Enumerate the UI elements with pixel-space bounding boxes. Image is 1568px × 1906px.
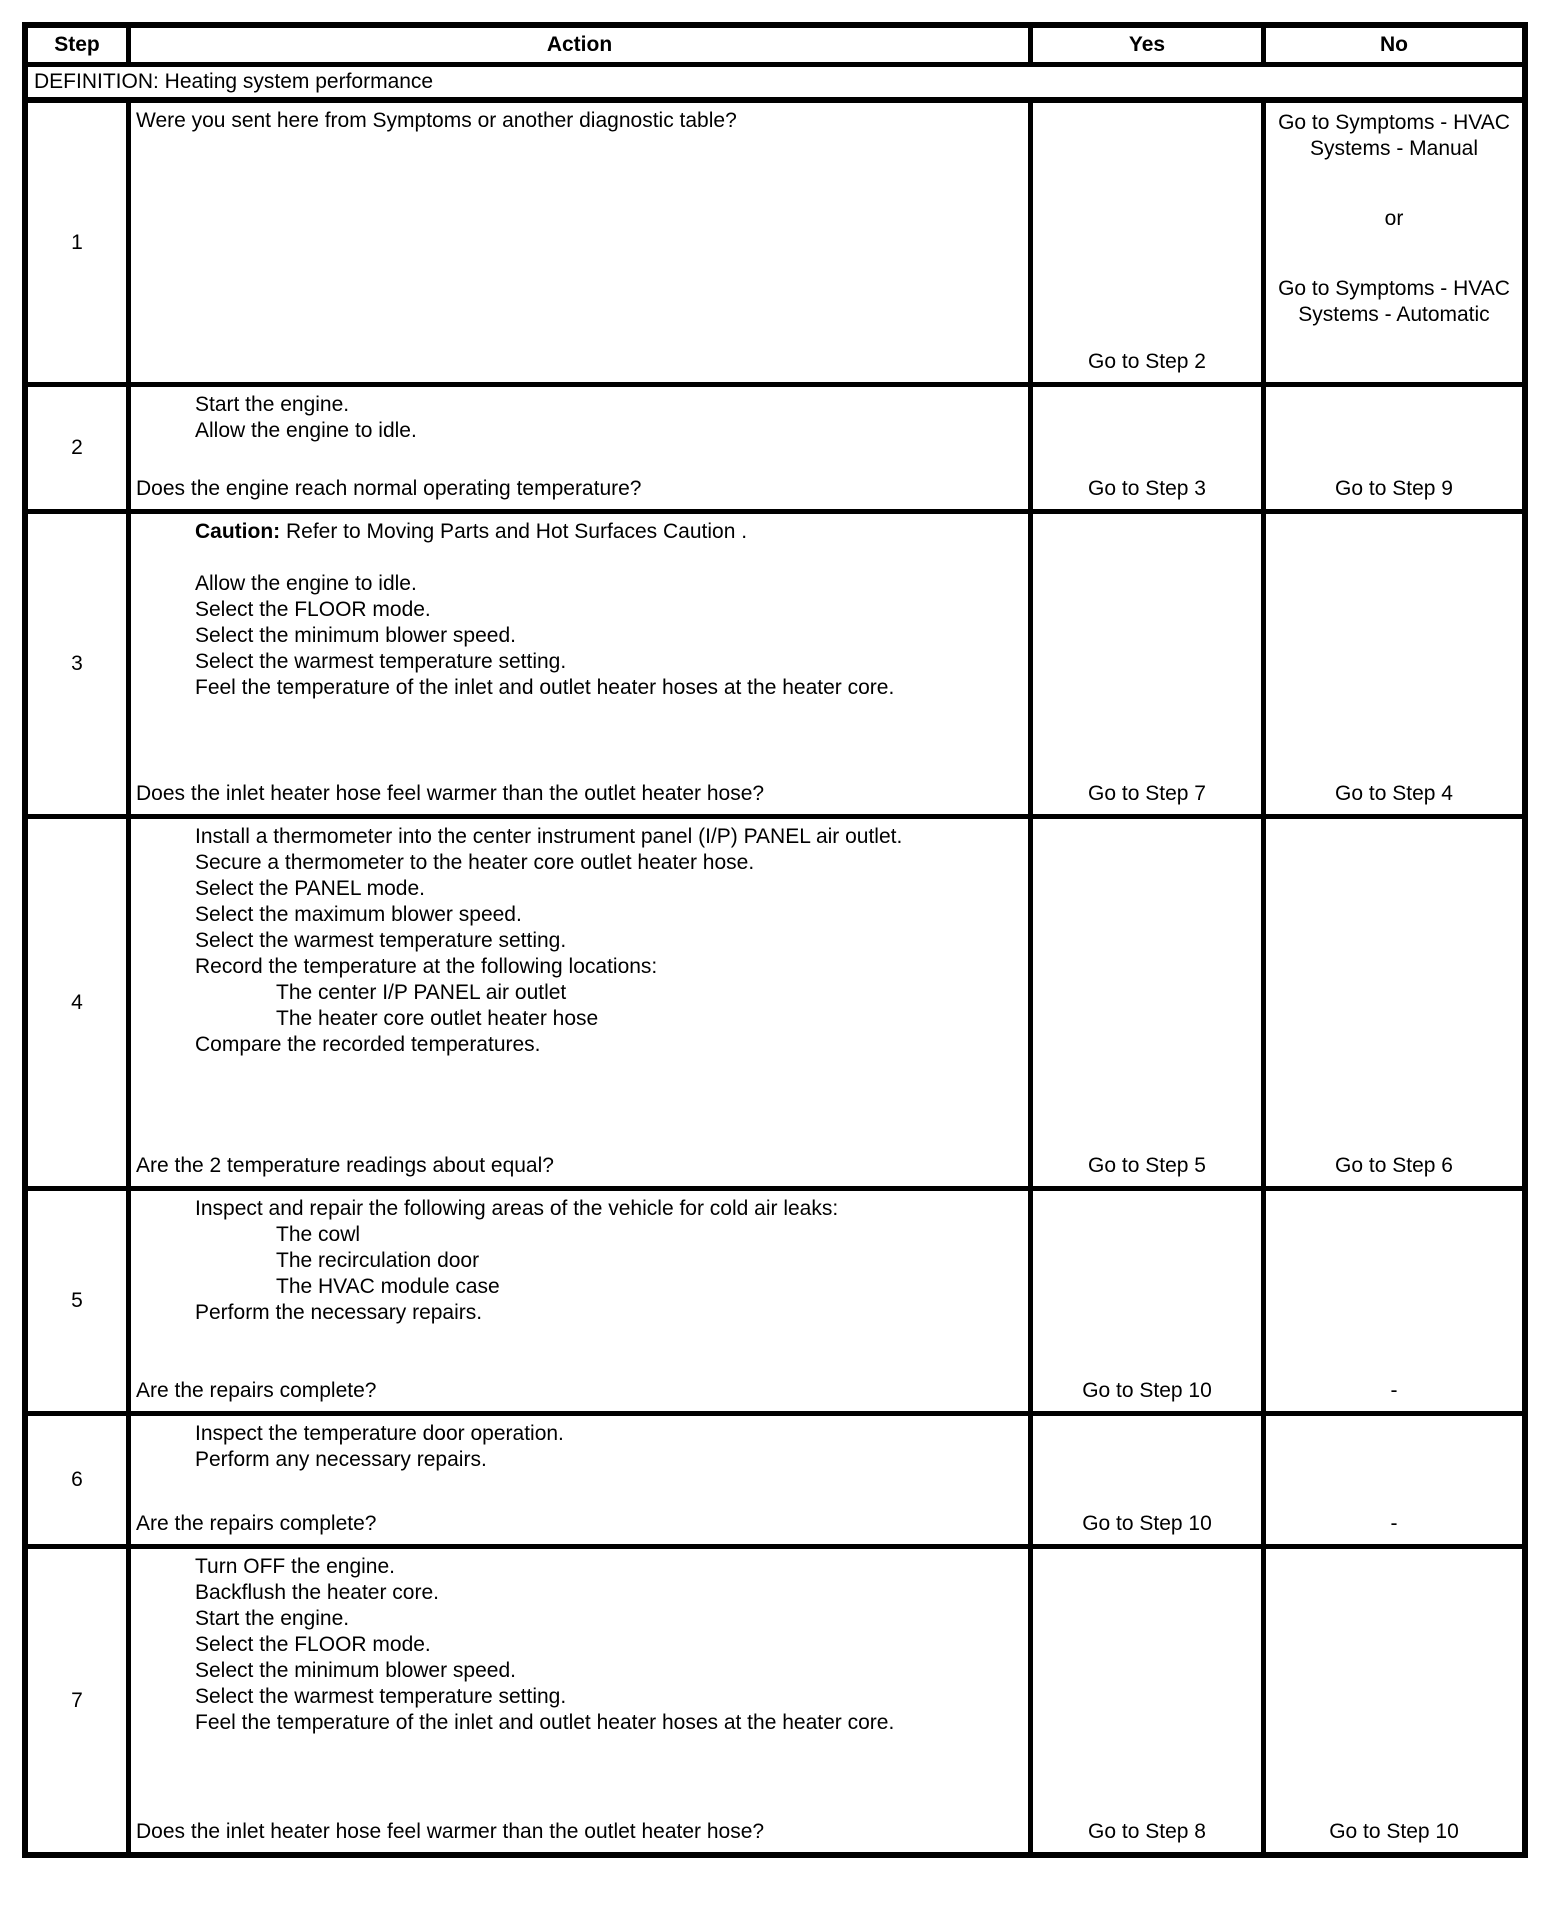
table-header-row: [28, 28, 1522, 62]
step-number: 5: [71, 1289, 83, 1312]
action-line: [195, 1580, 1028, 1606]
action-line-text: Select the minimum blower speed.: [195, 1659, 516, 1682]
action-line: [195, 1274, 1028, 1300]
action-cell: [126, 1549, 1028, 1852]
action-line-text: Perform the necessary repairs.: [195, 1301, 483, 1324]
no-cell: [1261, 1191, 1522, 1411]
action-line-text: Feel the temperature of the inlet and outlet heater hoses at the heater core.: [195, 676, 895, 699]
action-line-text: Start the engine.: [195, 1607, 350, 1630]
action-line: [195, 1300, 1028, 1326]
action-line-text: Secure a thermometer to the heater core outlet heater hose.: [195, 851, 755, 874]
action-line-text: Select the warmest temperature setting.: [195, 1685, 567, 1708]
action-line: [195, 1196, 1028, 1222]
header-yes: Yes: [1028, 28, 1261, 62]
no-value: or: [1384, 207, 1404, 230]
action-line-text: Select the maximum blower speed.: [195, 903, 522, 926]
yes-value: Go to Step 10: [1082, 1379, 1212, 1402]
action-line: [195, 1222, 1028, 1248]
action-line-text: The center I/P PANEL air outlet: [276, 981, 567, 1004]
no-cell: [1261, 103, 1522, 382]
action-question: Does the engine reach normal operating temperature?: [136, 477, 642, 500]
action-instructions: [131, 1554, 1028, 1736]
action-line-text: Inspect and repair the following areas of the vehicle for cold air leaks:: [195, 1197, 839, 1220]
action-line-text: Record the temperature at the following locations:: [195, 955, 658, 978]
table-row-step-3: [28, 509, 1522, 814]
action-instructions: [131, 1196, 1028, 1326]
yes-value: Go to Step 8: [1088, 1820, 1206, 1843]
action-question: Does the inlet heater hose feel warmer than the outlet heater hose?: [136, 1820, 765, 1843]
yes-value: Go to Step 2: [1088, 350, 1206, 373]
no-cell: [1261, 1549, 1522, 1852]
action-line-text: The recirculation door: [276, 1249, 480, 1272]
yes-cell: [1028, 1416, 1261, 1544]
step-number: 2: [71, 436, 83, 459]
action-cell: [126, 103, 1028, 382]
action-line: [195, 1006, 1028, 1032]
action-question: Are the repairs complete?: [136, 1379, 377, 1402]
action-line-text: Allow the engine to idle.: [195, 419, 417, 442]
action-line-text: Refer to Moving Parts and Hot Surfaces Caution .: [280, 520, 748, 543]
action-line: [195, 1421, 1028, 1447]
action-line: [195, 392, 1028, 418]
action-cell: [126, 1191, 1028, 1411]
action-question: Does the inlet heater hose feel warmer than the outlet heater hose?: [136, 782, 765, 805]
action-line-text: Feel the temperature of the inlet and outlet heater hoses at the heater core.: [195, 1711, 895, 1734]
yes-cell: [1028, 387, 1261, 509]
table-row-step-4: [28, 814, 1522, 1186]
action-instructions: [131, 1421, 1028, 1473]
action-line-text: Perform any necessary repairs.: [195, 1448, 487, 1471]
yes-value: Go to Step 3: [1088, 477, 1206, 500]
step-number: 7: [71, 1688, 83, 1712]
header-action: Action: [126, 28, 1028, 62]
action-cell: [126, 819, 1028, 1186]
yes-cell: [1028, 1549, 1261, 1852]
action-line: [195, 675, 1028, 701]
action-line: [195, 1710, 1028, 1736]
action-line: [195, 876, 1028, 902]
no-value: Go to Symptoms - HVAC Systems - Manual: [1278, 111, 1510, 160]
table-body: [28, 97, 1522, 1852]
action-line-text: Backflush the heater core.: [195, 1581, 439, 1604]
action-cell: [126, 514, 1028, 814]
diagnostic-table: [22, 22, 1528, 1858]
step-number: 4: [71, 990, 83, 1014]
action-line: [195, 1248, 1028, 1274]
action-line-text: Allow the engine to idle.: [195, 572, 417, 595]
action-line: [195, 1554, 1028, 1580]
action-line-text: Select the FLOOR mode.: [195, 1633, 431, 1656]
action-line: [195, 902, 1028, 928]
no-value: Go to Step 9: [1335, 477, 1453, 500]
yes-cell: [1028, 1191, 1261, 1411]
action-line-text: Compare the recorded temperatures.: [195, 1033, 541, 1056]
yes-value: Go to Step 7: [1088, 782, 1206, 805]
action-line-text: The heater core outlet heater hose: [276, 1007, 599, 1030]
no-value: Go to Step 10: [1329, 1820, 1459, 1843]
no-cell: [1261, 1416, 1522, 1544]
no-value: -: [1390, 1379, 1398, 1402]
yes-cell: [1028, 103, 1261, 382]
no-cell: [1261, 514, 1522, 814]
action-line: [195, 980, 1028, 1006]
step-number: 1: [71, 230, 83, 254]
table-row-step-7: [28, 1544, 1522, 1852]
step-number: 3: [71, 652, 83, 675]
action-line: [195, 649, 1028, 675]
no-value: Go to Step 4: [1335, 782, 1453, 805]
action-line-text: Select the PANEL mode.: [195, 877, 425, 900]
action-line-text: Select the warmest temperature setting.: [195, 929, 567, 952]
caution-label: Caution:: [195, 520, 281, 543]
action-line-text: Install a thermometer into the center instrument panel (I/P) PANEL air outlet.: [195, 825, 903, 848]
action-line-text: Select the warmest temperature setting.: [195, 650, 567, 673]
action-line: [195, 418, 1028, 444]
action-line: [195, 928, 1028, 954]
action-line: [195, 954, 1028, 980]
table-row-step-5: [28, 1186, 1522, 1411]
action-line: [195, 1447, 1028, 1473]
action-instructions: [131, 519, 1028, 701]
header-no: No: [1261, 28, 1522, 62]
action-cell: [126, 1416, 1028, 1544]
action-line-text: Select the minimum blower speed.: [195, 624, 516, 647]
header-step: Step: [54, 33, 100, 56]
action-line: [195, 545, 1028, 571]
action-line: [195, 1032, 1028, 1058]
action-line: [195, 597, 1028, 623]
yes-cell: [1028, 514, 1261, 814]
action-line: [195, 1632, 1028, 1658]
definition-text: DEFINITION: Heating system performance: [34, 70, 434, 93]
action-line-text: Inspect the temperature door operation.: [195, 1422, 564, 1445]
action-line-text: Start the engine.: [195, 393, 350, 416]
action-line: [195, 1606, 1028, 1632]
action-instructions: [131, 824, 1028, 1058]
no-value: -: [1390, 1512, 1398, 1535]
action-line: [195, 519, 1028, 545]
action-question: Are the repairs complete?: [136, 1512, 377, 1535]
yes-value: Go to Step 10: [1082, 1512, 1212, 1535]
table-row-step-6: [28, 1411, 1522, 1544]
no-value: Go to Symptoms - HVAC Systems - Automatic: [1278, 277, 1510, 326]
action-line: [195, 850, 1028, 876]
action-line-text: Turn OFF the engine.: [195, 1555, 395, 1578]
action-line-text: The HVAC module case: [276, 1275, 500, 1298]
step-number: 6: [71, 1468, 83, 1491]
action-instructions: [131, 392, 1028, 444]
no-value: Go to Step 6: [1335, 1154, 1453, 1177]
table-row-step-2: [28, 382, 1522, 509]
action-line: [195, 1684, 1028, 1710]
action-question: Were you sent here from Symptoms or another diagnostic table?: [136, 109, 737, 132]
action-line: [195, 824, 1028, 850]
definition-row: [28, 62, 1522, 97]
table-row-step-1: [28, 97, 1522, 382]
action-line-text: Select the FLOOR mode.: [195, 598, 431, 621]
action-line: [195, 571, 1028, 597]
yes-cell: [1028, 819, 1261, 1186]
yes-value: Go to Step 5: [1088, 1154, 1206, 1177]
action-question: Are the 2 temperature readings about equal?: [136, 1154, 554, 1177]
action-line: [195, 1658, 1028, 1684]
action-cell: [126, 387, 1028, 509]
action-line: [195, 623, 1028, 649]
action-line-text: The cowl: [276, 1223, 361, 1246]
no-cell: [1261, 387, 1522, 509]
no-cell: [1261, 819, 1522, 1186]
